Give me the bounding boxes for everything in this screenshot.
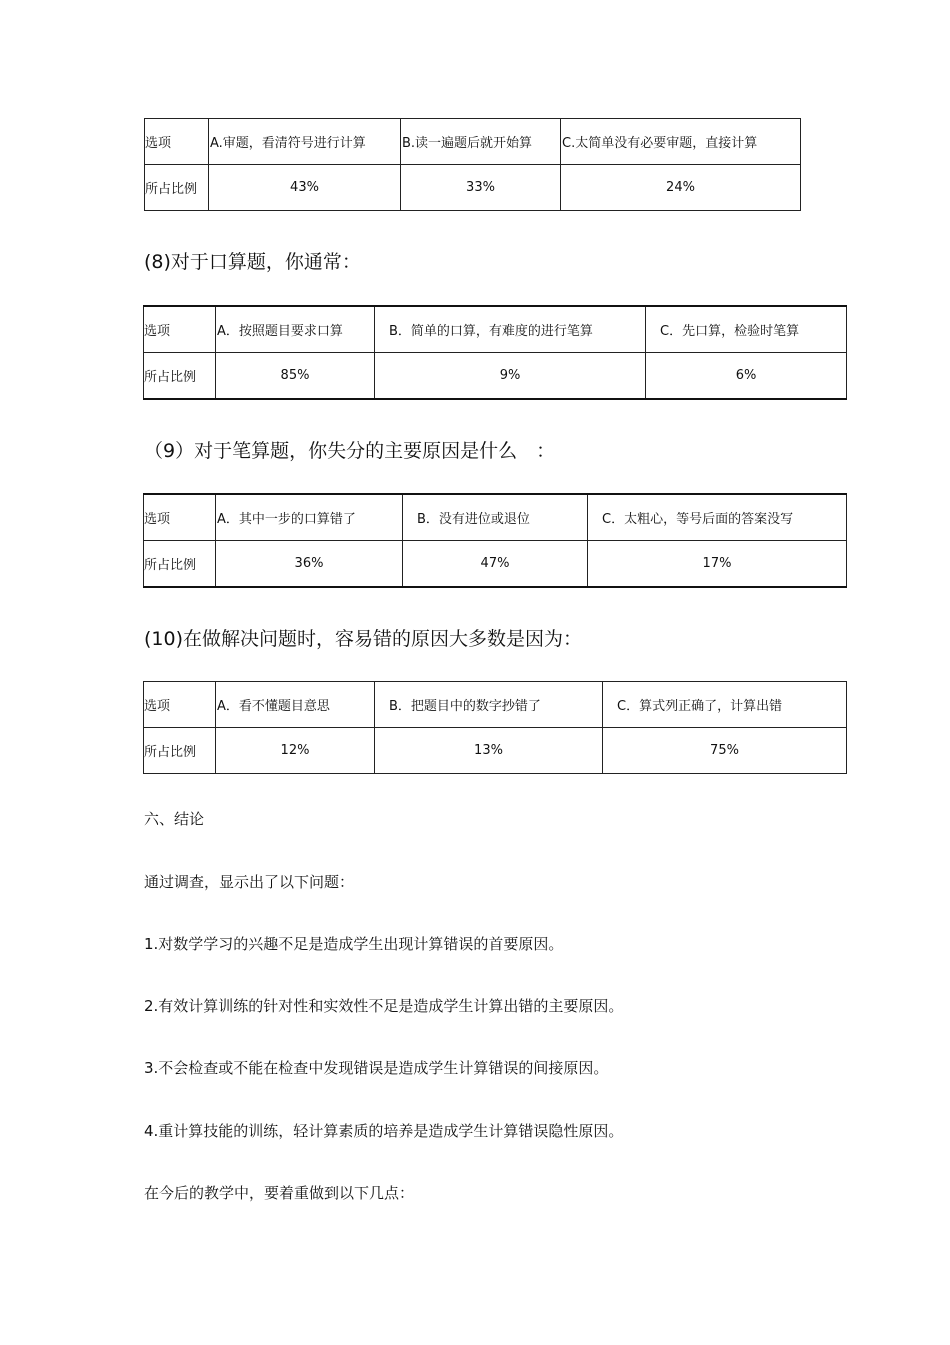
question-10-heading: (10)在做解决问题时，容易错的原因大多数是因为： <box>144 628 583 650</box>
table-row <box>145 119 801 165</box>
survey-table-q8 <box>143 305 847 400</box>
value-a: 85% <box>216 353 375 400</box>
option-a: A．看不懂题目意思 <box>216 682 375 728</box>
value-a: 12% <box>216 728 375 774</box>
value-c: 17% <box>588 541 847 588</box>
option-b: B.读一遍题后就开始算 <box>401 119 561 165</box>
option-c: C．太粗心，等号后面的答案没写 <box>588 494 847 541</box>
value-a: 43% <box>209 165 401 211</box>
value-b: 13% <box>375 728 603 774</box>
conclusion-point-1: 1.对数学学习的兴趣不足是造成学生出现计算错误的首要原因。 <box>144 935 564 953</box>
table-row <box>144 682 847 728</box>
row-label-option: 选项 <box>144 682 216 728</box>
option-c: C．算式列正确了，计算出错 <box>603 682 847 728</box>
option-b: B．简单的口算，有难度的进行笔算 <box>375 306 646 353</box>
value-c: 75% <box>603 728 847 774</box>
conclusion-point-2: 2.有效计算训练的针对性和实效性不足是造成学生计算出错的主要原因。 <box>144 997 624 1015</box>
row-label-ratio: 所占比例 <box>144 728 216 774</box>
survey-table-q10 <box>143 681 847 774</box>
question-9-heading: （9）对于笔算题，你失分的主要原因是什么 ： <box>144 440 556 462</box>
value-b: 9% <box>375 353 646 400</box>
conclusion-point-3: 3.不会检查或不能在检查中发现错误是造成学生计算错误的间接原因。 <box>144 1059 609 1077</box>
value-b: 47% <box>403 541 588 588</box>
table-row <box>144 306 847 353</box>
table-row <box>144 353 847 400</box>
conclusion-intro: 通过调查，显示出了以下问题： <box>144 873 355 891</box>
option-a: A.审题，看清符号进行计算 <box>209 119 401 165</box>
value-a: 36% <box>216 541 403 588</box>
row-label-ratio: 所占比例 <box>144 353 216 400</box>
survey-table-q9 <box>143 493 847 588</box>
table-row <box>144 541 847 588</box>
row-label-option: 选项 <box>144 494 216 541</box>
row-label-option: 选项 <box>144 306 216 353</box>
conclusion-closing: 在今后的教学中，要着重做到以下几点： <box>144 1184 415 1202</box>
survey-table-q7 <box>144 118 801 211</box>
row-label-ratio: 所占比例 <box>145 165 209 211</box>
row-label-ratio: 所占比例 <box>144 541 216 588</box>
value-b: 33% <box>401 165 561 211</box>
option-a: A．其中一步的口算错了 <box>216 494 403 541</box>
section-title: 六、结论 <box>144 810 205 828</box>
option-a: A．按照题目要求口算 <box>216 306 375 353</box>
question-8-heading: (8)对于口算题，你通常： <box>144 251 361 273</box>
value-c: 6% <box>646 353 847 400</box>
option-c: C．先口算，检验时笔算 <box>646 306 847 353</box>
row-label-option: 选项 <box>145 119 209 165</box>
value-c: 24% <box>561 165 801 211</box>
option-b: B．没有进位或退位 <box>403 494 588 541</box>
option-b: B．把题目中的数字抄错了 <box>375 682 603 728</box>
table-row <box>144 728 847 774</box>
conclusion-point-4: 4.重计算技能的训练，轻计算素质的培养是造成学生计算错误隐性原因。 <box>144 1122 624 1140</box>
option-c: C.太简单没有必要审题，直接计算 <box>561 119 801 165</box>
table-row <box>144 494 847 541</box>
table-row <box>145 165 801 211</box>
